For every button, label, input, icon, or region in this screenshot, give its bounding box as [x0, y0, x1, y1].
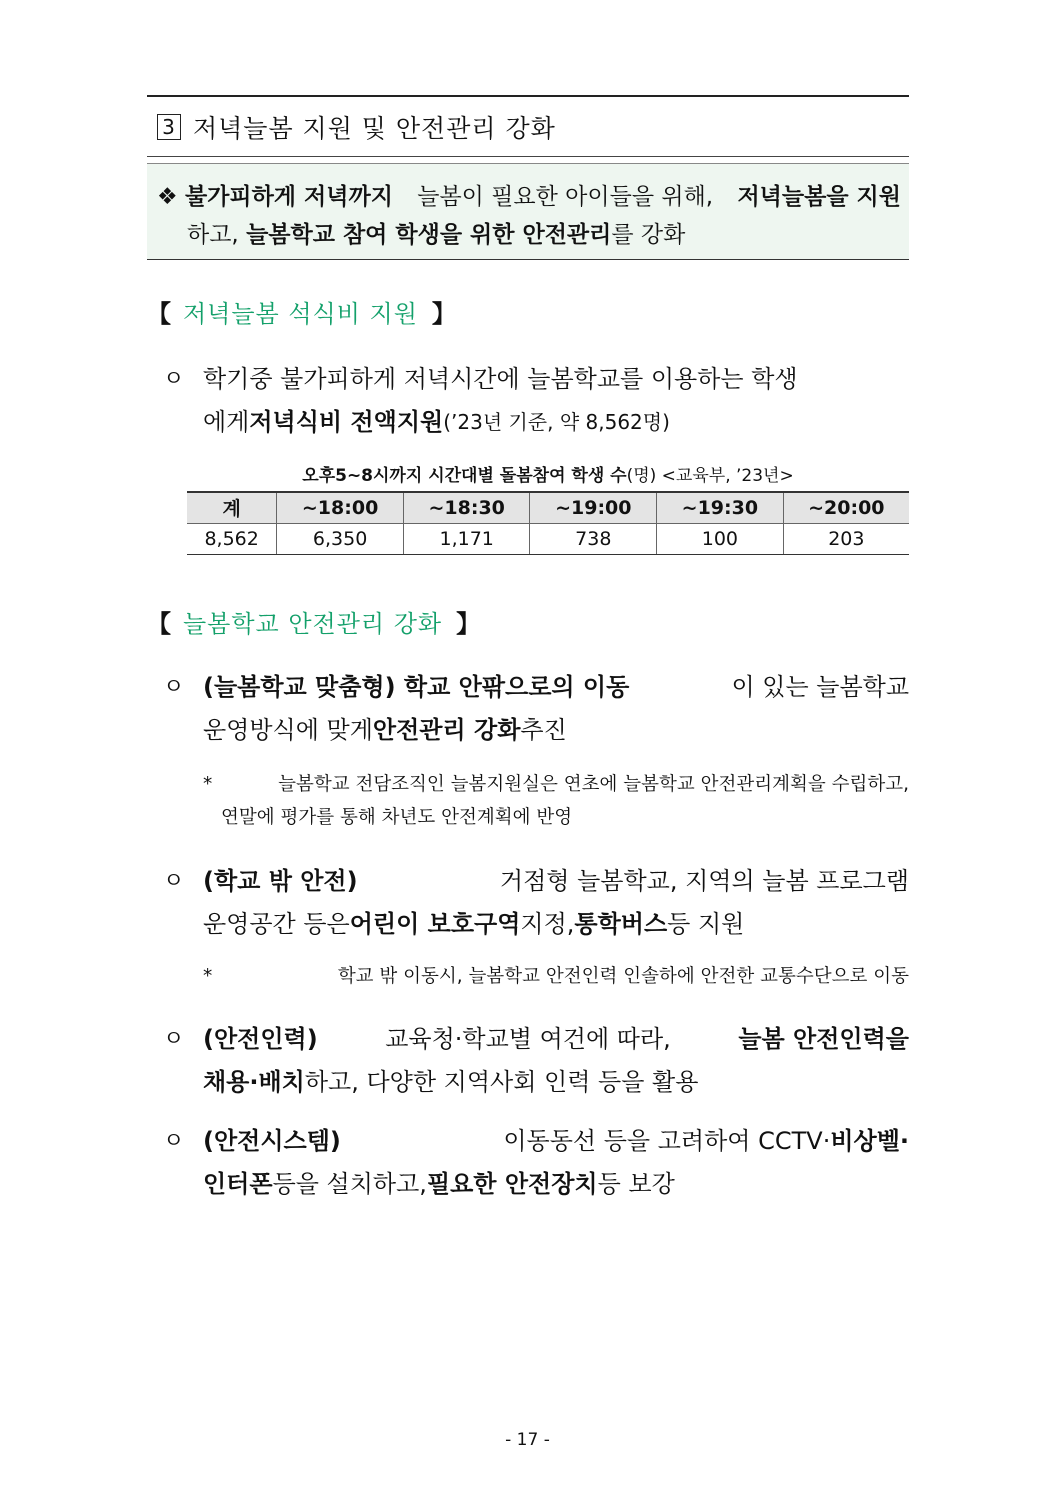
- table-cell: 100: [657, 523, 784, 554]
- bullet-small-text: (’23년 기준, 약 8,562명): [443, 410, 670, 434]
- summary-text: 저녁늘봄을 지원: [737, 184, 901, 210]
- bullet-bold-text: (안전시스템): [203, 1127, 341, 1155]
- bullet-text: 이동동선 등을 고려하여 CCTV·: [503, 1127, 831, 1155]
- bullet-circle-icon: ㅇ: [163, 367, 185, 392]
- bullet-line: [163, 358, 909, 401]
- bullet-circle-icon: ㅇ: [163, 1027, 185, 1052]
- note-line: [203, 801, 909, 834]
- summary-text: 하고,: [187, 222, 247, 248]
- subheading-dinner-support: [147, 294, 456, 329]
- bullet-outside-school: [163, 860, 909, 946]
- bullet-text: 지정,: [520, 910, 575, 938]
- page-number: - 17 -: [505, 1430, 550, 1450]
- bracket-close: 】: [431, 300, 456, 328]
- table-caption-source: (명) <교육부, ’23년>: [626, 466, 794, 486]
- table-cell: 203: [783, 523, 909, 554]
- bullet-bold-text: 통학버스: [574, 910, 668, 938]
- bullet-bold-text: 늘봄 안전인력을: [738, 1025, 909, 1053]
- note-line: [203, 768, 909, 801]
- table-caption-title: 오후5~8시까지 시간대별 돌봄참여 학생 수: [302, 466, 627, 486]
- table-caption: [187, 461, 909, 486]
- bullet-line: [163, 1120, 909, 1163]
- note-text: 연말에 평가를 통해 차년도 안전계획에 반영: [221, 807, 573, 828]
- bullet-text: 등 지원: [667, 910, 745, 938]
- bullet-dinner-meal: [163, 358, 909, 444]
- bracket-open: 【: [147, 610, 171, 638]
- bullet-custom-safety: [163, 666, 909, 752]
- table-cell: 8,562: [187, 523, 277, 554]
- bullet-circle-icon: ㅇ: [163, 869, 185, 894]
- bullet-text: 등을 설치하고,: [272, 1170, 427, 1198]
- bullet-bold-text: 비상벨·: [830, 1127, 909, 1155]
- bullet-line: [163, 1163, 909, 1206]
- table-header-cell: ~20:00: [783, 492, 909, 523]
- note-star-icon: *: [203, 774, 213, 795]
- bullet-line: [163, 903, 909, 946]
- bullet-bold-text: 필요한 안전장치: [426, 1170, 598, 1198]
- bullet-line: [163, 666, 909, 709]
- section-title: [147, 95, 909, 157]
- bullet-text: 이 있는 늘봄학교: [731, 673, 909, 701]
- table-header-cell: ~19:00: [530, 492, 657, 523]
- bullet-bold-text: (안전인력): [203, 1025, 318, 1053]
- bullet-circle-icon: ㅇ: [163, 1129, 185, 1154]
- section-number: 3: [157, 114, 181, 140]
- table-header-cell: 계: [187, 492, 277, 523]
- bullet-bold-text: 어린이 보호구역: [349, 910, 521, 938]
- note-text: 학교 밖 이동시, 늘봄학교 안전인력 인솔하에 안전한 교통수단으로 이동: [337, 966, 909, 987]
- bullet-text: 교육청·학교별 여건에 따라,: [385, 1025, 671, 1053]
- bullet-bold-text: 저녁식비 전액지원: [249, 408, 444, 436]
- bullet-text: 학기중 불가피하게 저녁시간에 늘봄학교를 이용하는 학생: [203, 365, 798, 393]
- bullet-text: 에게: [203, 408, 250, 436]
- bullet-line: [163, 1061, 909, 1104]
- table-cell: 6,350: [277, 523, 404, 554]
- summary-text: 늘봄학교 참여 학생을 위한 안전관리: [246, 222, 612, 248]
- bullet-safety-staff: [163, 1018, 909, 1104]
- table-header-cell: ~19:30: [657, 492, 784, 523]
- bullet-line: [163, 1018, 909, 1061]
- bullet-text: 거점형 늘봄학교, 지역의 늘봄 프로그램: [499, 867, 909, 895]
- note-line: [203, 960, 909, 993]
- table-cell: 738: [530, 523, 657, 554]
- bullet-line: [163, 860, 909, 903]
- summary-diamond-icon: ❖: [157, 184, 178, 210]
- bracket-open: 【: [147, 300, 171, 328]
- bullet-bold-text: 안전관리 강화: [372, 716, 521, 744]
- summary-text: 를 강화: [611, 222, 686, 248]
- table-row: [187, 523, 909, 554]
- note-transport: [203, 960, 909, 993]
- note-star-icon: *: [203, 966, 213, 987]
- bullet-text: 추진: [520, 716, 567, 744]
- summary-box: [147, 163, 909, 260]
- bullet-text: 운영방식에 맞게: [203, 716, 373, 744]
- table-cell: 1,171: [403, 523, 530, 554]
- bullet-bold-text: (늘봄학교 맞춤형) 학교 안팎으로의 이동: [203, 673, 630, 701]
- summary-text: 늘봄이 필요한 아이들을 위해,: [417, 184, 714, 210]
- note-text: 늘봄학교 전담조직인 늘봄지원실은 연초에 늘봄학교 안전관리계획을 수립하고,: [278, 774, 909, 795]
- table-header-row: [187, 492, 909, 523]
- bullet-line: [163, 709, 909, 752]
- bullet-text: 등 보강: [597, 1170, 675, 1198]
- bullet-bold-text: 채용·배치: [203, 1068, 305, 1096]
- table-header-cell: ~18:00: [277, 492, 404, 523]
- bullet-safety-system: [163, 1120, 909, 1206]
- bullet-text: 하고, 다양한 지역사회 인력 등을 활용: [304, 1068, 699, 1096]
- bullet-circle-icon: ㅇ: [163, 675, 185, 700]
- summary-text: 불가피하게 저녁까지: [184, 184, 393, 210]
- bullet-text: 운영공간 등은: [203, 910, 350, 938]
- note-safety-plan: [203, 768, 909, 834]
- subheading-text: 저녁늘봄 석식비 지원: [183, 300, 418, 328]
- bracket-close: 】: [456, 610, 481, 638]
- bullet-line: [163, 401, 909, 444]
- bullet-bold-text: 인터폰: [203, 1170, 273, 1198]
- summary-line-2: [157, 216, 901, 254]
- section-title-text: 저녁늘봄 지원 및 안전관리 강화: [193, 113, 556, 143]
- table-header-cell: ~18:30: [403, 492, 530, 523]
- subheading-text: 늘봄학교 안전관리 강화: [183, 610, 443, 638]
- participation-table: [187, 491, 909, 555]
- bullet-bold-text: (학교 밖 안전): [203, 867, 358, 895]
- summary-line-1: [157, 178, 901, 216]
- subheading-safety: [147, 604, 480, 639]
